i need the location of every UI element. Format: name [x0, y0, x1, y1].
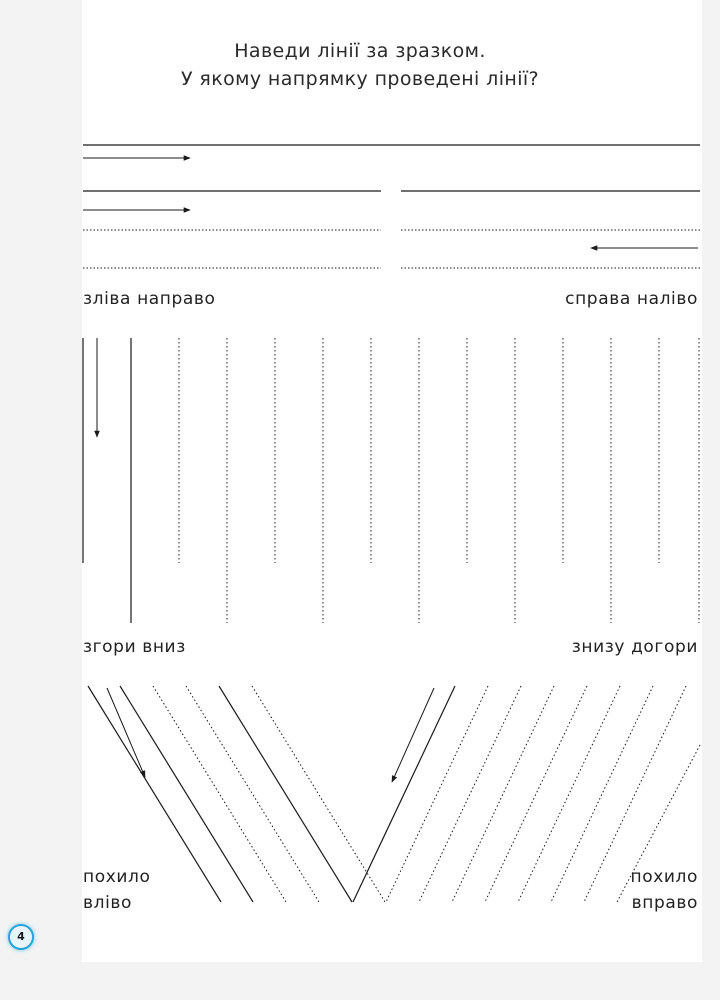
arrow-diagonal-down-right	[107, 688, 145, 777]
diagonal-right-solid-line	[353, 686, 455, 902]
label-slant-left-line1: похило	[83, 867, 151, 887]
diagonal-left-solid-line	[219, 686, 352, 902]
label-slant-right-line2: вправо	[631, 893, 698, 913]
diagonal-right-dotted-line	[518, 686, 620, 902]
diagonal-right-dotted-line	[452, 686, 554, 902]
label-slant-left-line2: вліво	[83, 893, 133, 913]
instruction-question: У якому напрямку проведені лінії?	[180, 68, 540, 90]
label-slant-right-line1: похило	[630, 867, 698, 887]
diagonal-right-dotted-line	[386, 686, 488, 902]
diagonal-right-dotted-line	[419, 686, 521, 902]
diagonal-left-dotted-line	[252, 686, 385, 902]
diagonal-left-dotted-line	[186, 686, 319, 902]
arrow-diagonal-down-left	[392, 688, 434, 782]
label-bottom-to-top: знизу догори	[571, 637, 698, 657]
vertical-lines-group	[83, 338, 699, 623]
page-number-badge: 4	[8, 924, 34, 950]
diagonal-left-dotted-line	[153, 686, 286, 902]
instruction-title: Наведи лінії за зразком.	[234, 40, 486, 62]
label-top-to-bottom: згори вниз	[83, 637, 186, 657]
horizontal-lines-group	[83, 145, 700, 268]
diagonal-right-dotted-line	[485, 686, 587, 902]
label-left-to-right: зліва направо	[83, 289, 216, 309]
label-right-to-left: справа наліво	[565, 289, 698, 309]
